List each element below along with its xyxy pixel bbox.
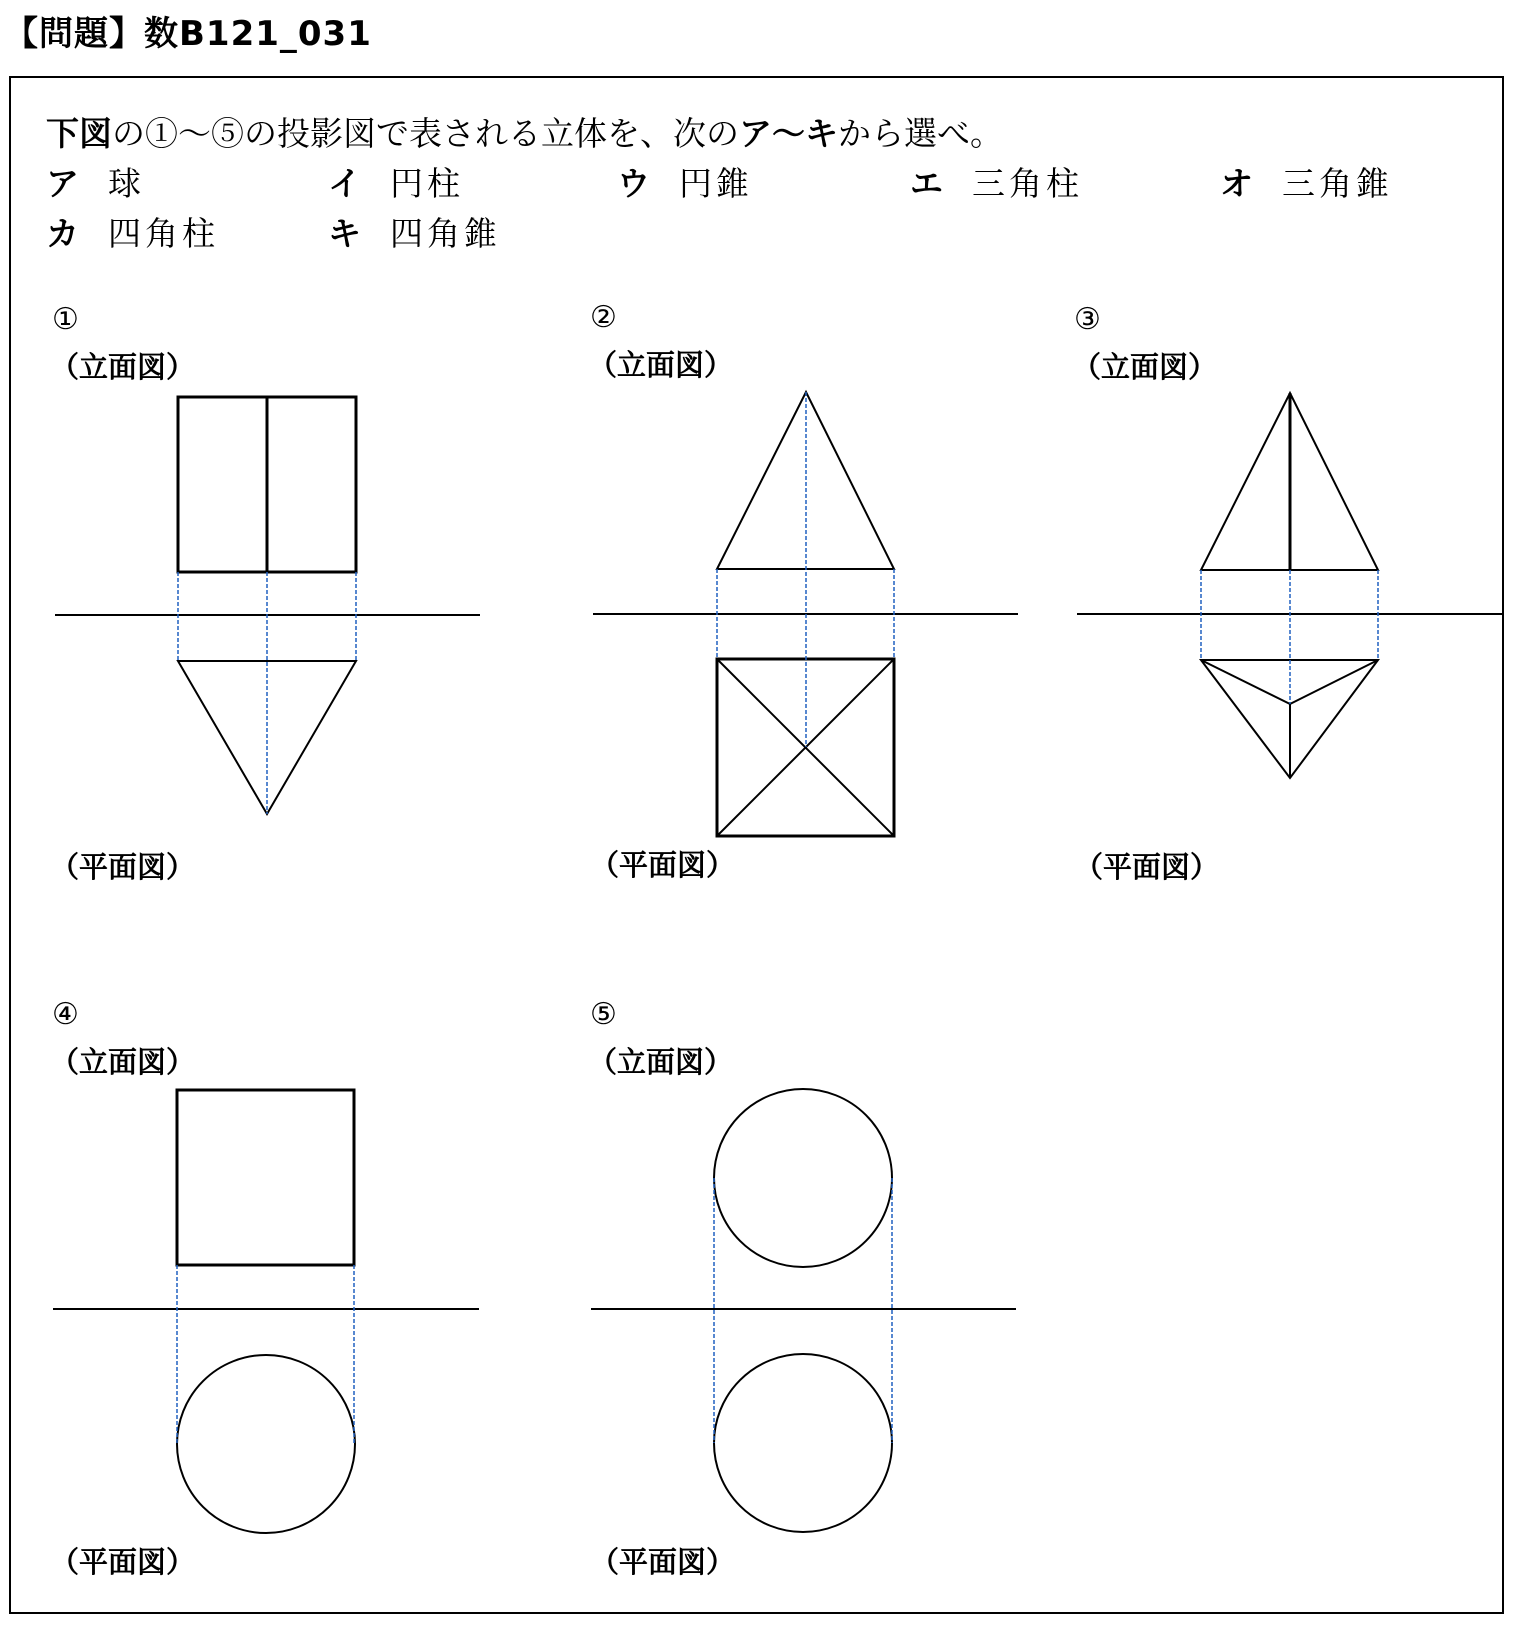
option-value: 四角錐 (390, 214, 501, 253)
option-key: オ (1220, 164, 1253, 203)
option-key: エ (910, 164, 943, 203)
figure-1-drawing (55, 397, 480, 814)
option-value: 円柱 (390, 164, 464, 203)
question-part-3: ア～キ (739, 114, 838, 153)
page-title: 【問題】数B121_031 (4, 14, 372, 54)
question-part-4: から選べ。 (838, 114, 1003, 153)
figure-3-guide-lines (1201, 570, 1378, 704)
figure-3-drawing (1077, 393, 1502, 778)
figure-5-front-label: （立面図） (588, 1045, 734, 1079)
option-value: 三角柱 (972, 164, 1083, 203)
figure-3-top-label: （平面図） (1074, 850, 1220, 884)
figure-3-top-edge-2 (1290, 660, 1378, 704)
option-key: ウ (617, 164, 650, 203)
figure-4-top-label: （平面図） (50, 1545, 196, 1579)
question-part-2: の①～⑤の投影図で表される立体を、次の (112, 114, 739, 153)
figure-5-number: ⑤ (590, 997, 617, 1032)
option-key: カ (46, 214, 79, 253)
question-part-1: 下図 (46, 114, 112, 153)
figure-3-top-edge-1 (1201, 660, 1290, 704)
figure-2-drawing (593, 392, 1018, 836)
figure-4-drawing (53, 1090, 479, 1533)
figure-2-front-label: （立面図） (588, 348, 734, 382)
figure-5-drawing (591, 1089, 1016, 1532)
option-value: 球 (108, 164, 145, 203)
option-key: キ (328, 214, 361, 253)
figure-1-top-label: （平面図） (50, 850, 196, 884)
figure-5-top-label: （平面図） (590, 1545, 736, 1579)
figure-4-front-rect (177, 1090, 354, 1265)
option-value: 三角錐 (1282, 164, 1393, 203)
figure-5-guide-lines (714, 1178, 892, 1443)
figure-2-number: ② (590, 300, 617, 335)
figure-2-top-label: （平面図） (590, 848, 736, 882)
figure-5-top-circle (714, 1354, 892, 1532)
figure-4-number: ④ (52, 997, 79, 1032)
figure-1-guide-lines (178, 572, 356, 814)
option-value: 円錐 (679, 164, 753, 203)
option-key: ア (46, 164, 79, 203)
figure-3-front-label: （立面図） (1072, 350, 1218, 384)
option-value: 四角柱 (108, 214, 219, 253)
figure-5-front-circle (714, 1089, 892, 1267)
figure-3-number: ③ (1074, 302, 1101, 337)
option-key: イ (328, 164, 361, 203)
figure-1-number: ① (52, 302, 79, 337)
figure-4-top-circle (177, 1355, 355, 1533)
figure-4-front-label: （立面図） (50, 1045, 196, 1079)
figure-1-front-label: （立面図） (50, 350, 196, 384)
